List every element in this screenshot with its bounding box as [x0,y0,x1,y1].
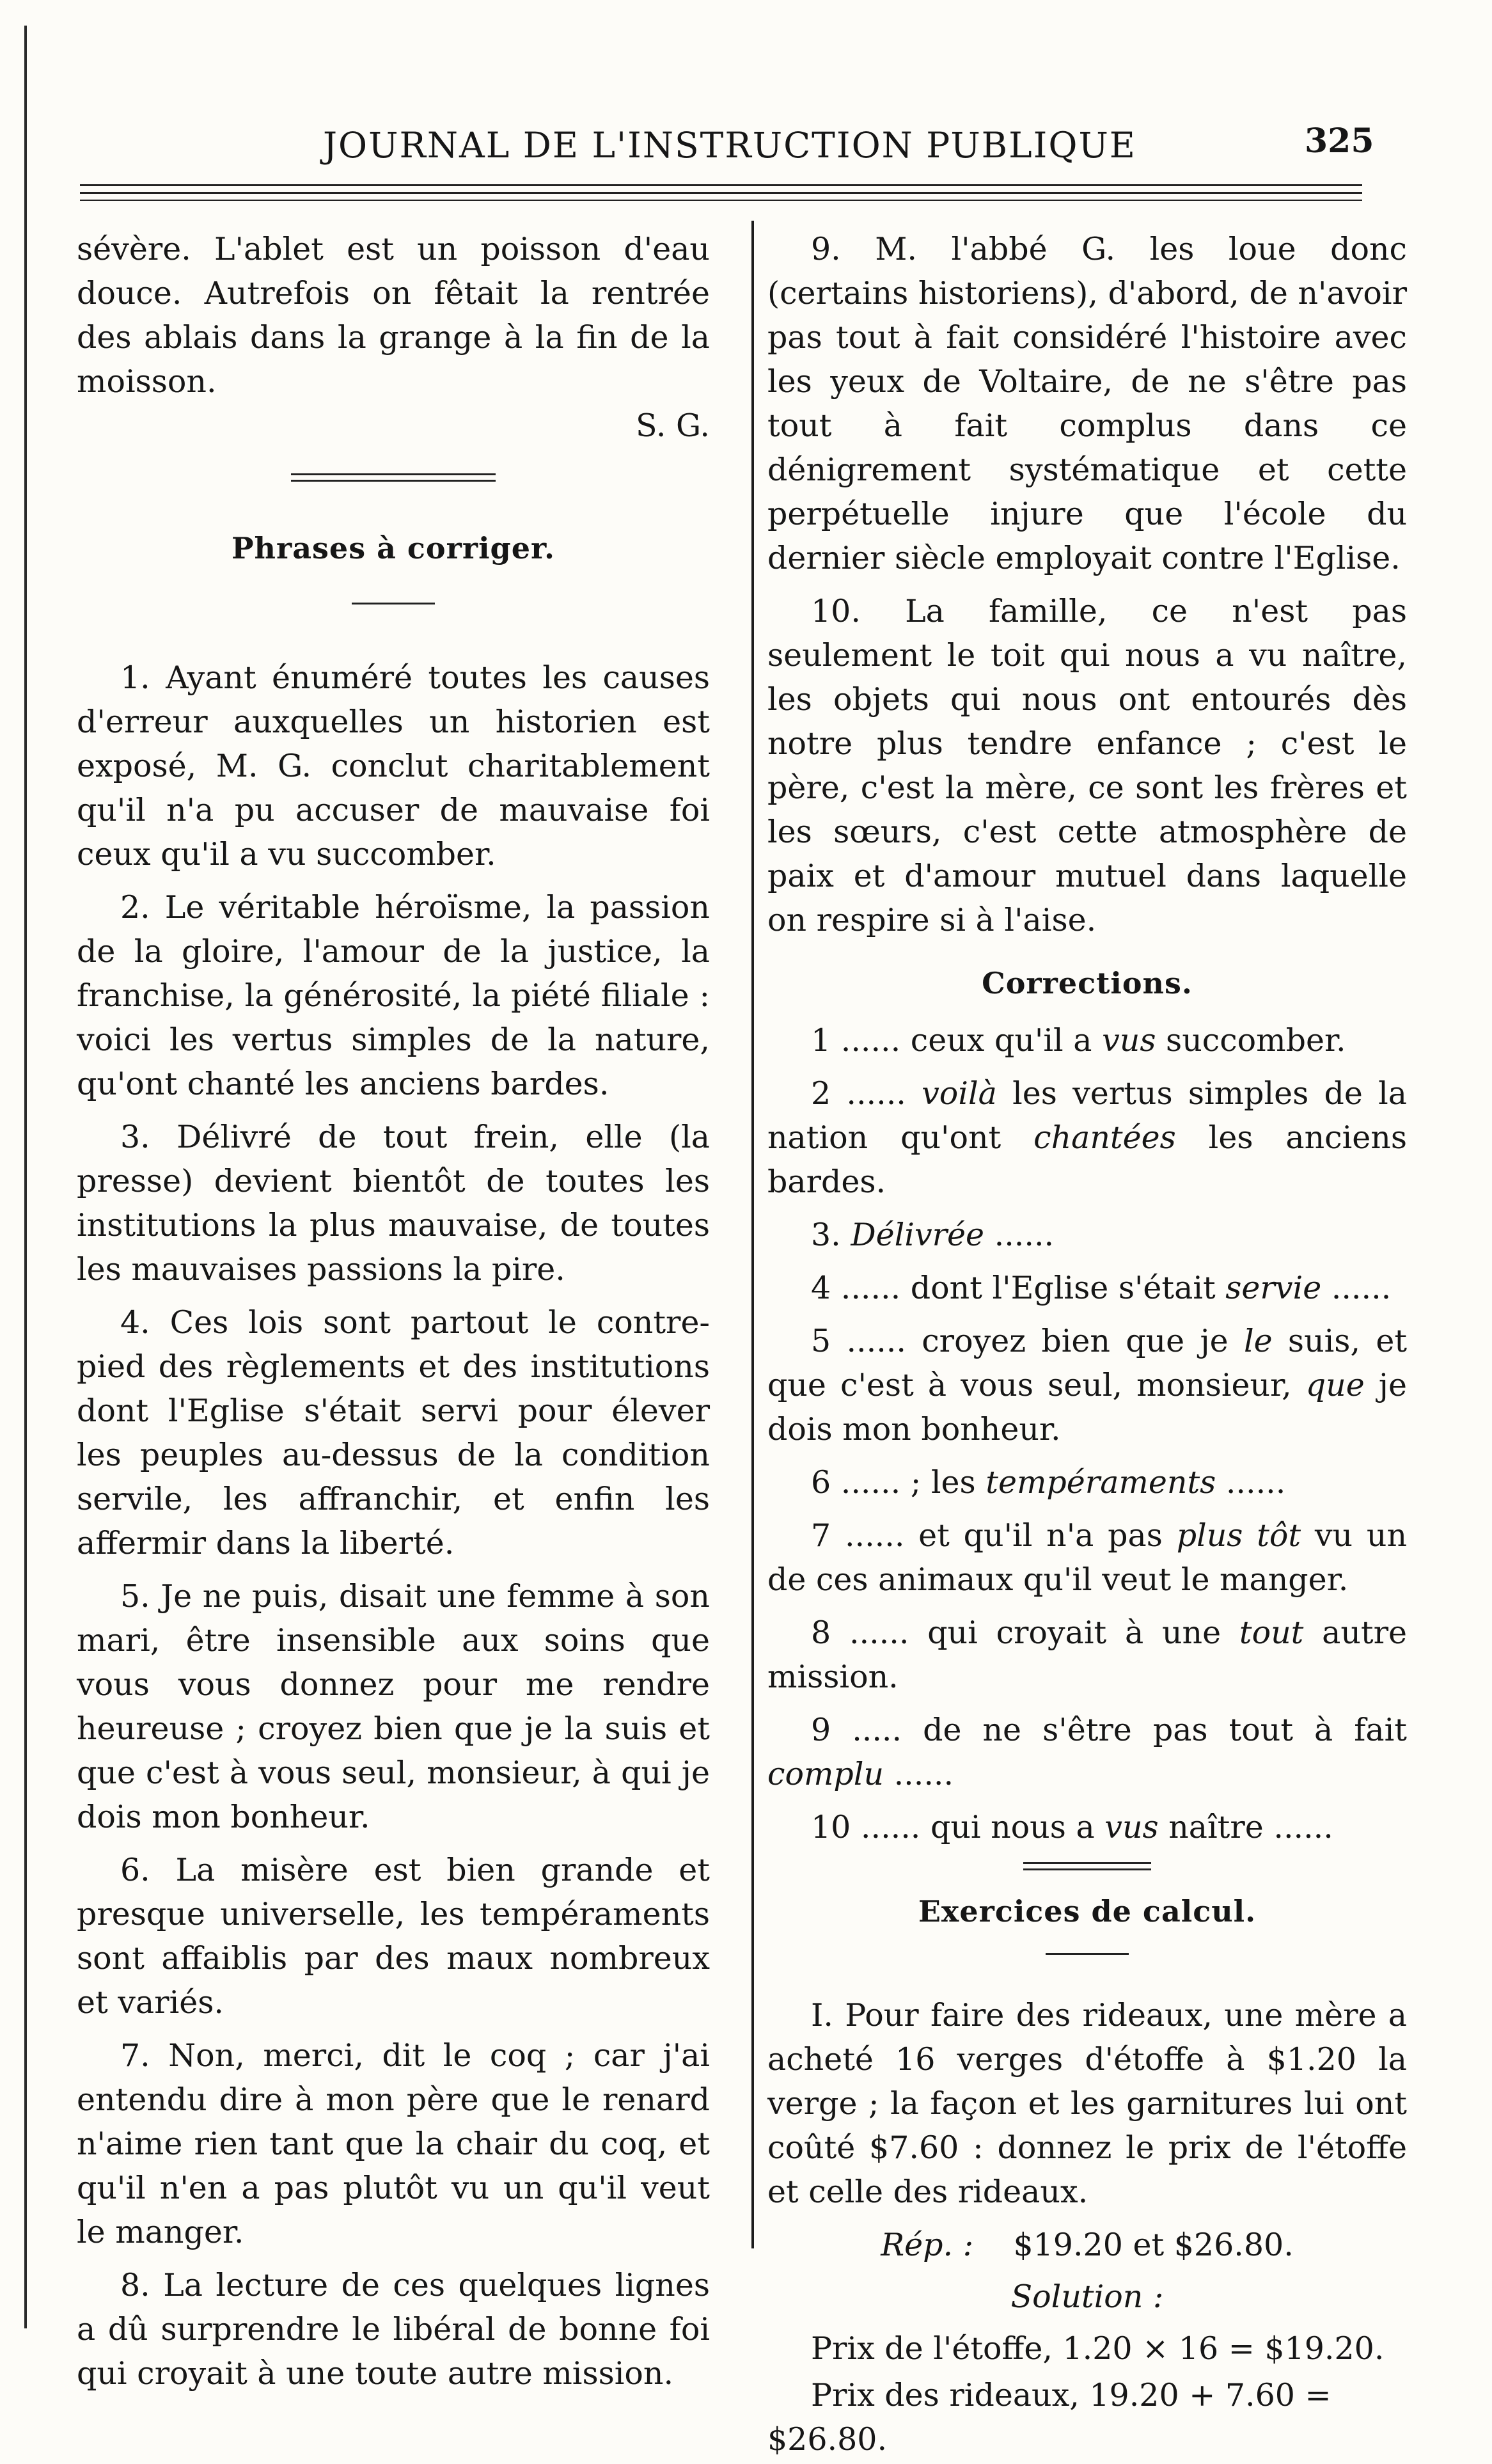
sentence-item: 1. Ayant énuméré toutes les causes d'erreur auxquelles un historien est exposé, M. G. conclut charitablement qu'il n'a pu accuser de mauvaise foi ceux qu'il a vu succomber. [77,659,710,873]
sentence-item: 3. Délivré de tout frein, elle (la presse) devient bientôt de toutes les institutions la plus mauvaise, de toutes les mauvaises passions la pire. [77,1119,710,1288]
problem-statement: I. Pour faire des rideaux, une mère a acheté 16 verges d'étoffe à $1.20 la verge ; la façon et les garnitures lui ont coûté $7.60 : donnez le prix de l'étoffe et celle des rideaux. [767,1997,1407,2210]
correction-item: 4 ...... dont l'Eglise s'était servie ...... [811,1270,1392,1306]
sentence-item: 5. Je ne puis, disait une femme à son mari, être insensible aux soins que vous vous donnez pour me rendre heureuse ; croyez bien que je la suis et que c'est à vous seul, monsieur, à qui je dois mon bonheur. [77,1578,710,1835]
correction-item: 1 ...... ceux qu'il a vus succomber. [811,1022,1346,1059]
running-header-title: JOURNAL DE L'INSTRUCTION PUBLIQUE [323,125,1136,166]
header-rule [80,184,1362,186]
section-separator [291,473,496,482]
answer-line [767,2223,1407,2267]
solution-line: Prix de l'étoffe, 1.20 × 16 = $19.20. [811,2330,1385,2367]
right-column [767,227,1407,2464]
intro-paragraph: sévère. L'ablet est un poisson d'eau douce. Autrefois on fêtait la rentrée des ablais dans la grange à la fin de la moisson. [77,231,710,400]
left-column [77,227,710,2405]
binding-margin-line [24,26,27,2328]
sentence-item: 4. Ces lois sont partout le contre-pied des règlements et des institutions dont l'Eglise s'était servi pour élever les peuples au-dessus de la condition servile, les affranchir, et enfin les affermir dans la liberté. [77,1304,710,1561]
correction-item: 3. Délivrée ...... [811,1217,1055,1253]
column-divider [751,221,754,2248]
sentence-item: 10. La famille, ce n'est pas seulement le toit qui nous a vu naître, les objets qui nous ont entourés dès notre plus tendre enfance ; c'est le père, c'est la mère, ce sont les frères et les sœurs, c'est cette atmosphère de paix et d'amour mutuel dans laquelle on respire si à l'aise. [767,593,1407,938]
corrections-list [767,1018,1407,1849]
sentence-item: 7. Non, merci, dit le coq ; car j'ai entendu dire à mon père que le renard n'aime rien tant que la chair du coq, et qu'il n'en a pas plutôt vu un qu'il veut le manger. [77,2037,710,2250]
correction-item: 9 ..... de ne s'être pas tout à fait complu ...... [767,1712,1407,1792]
header-rule [80,200,1362,201]
correction-item: 5 ...... croyez bien que je le suis, et que c'est à vous seul, monsieur, que je dois mon bonheur. [767,1323,1408,1448]
correction-item: 8 ...... qui croyait à une tout autre mission. [767,1615,1407,1695]
author-signature: S. G. [636,407,710,444]
correction-item: 2 ...... voilà les vertus simples de la nation qu'ont chantées les anciens bardes. [767,1075,1408,1200]
page-number: 325 [1305,122,1374,161]
section-heading-phrases: Phrases à corriger. [231,531,556,565]
answer-label: Rép. : [881,2227,974,2263]
correction-item: 7 ...... et qu'il n'a pas plus tôt vu un de ces animaux qu'il veut le manger. [767,1517,1408,1598]
section-heading-calcul: Exercices de calcul. [918,1894,1257,1929]
sentence-item: 6. La misère est bien grande et presque universelle, les tempéraments sont affaiblis par des maux nombreux et variés. [77,1852,710,2021]
answer-value: $19.20 et $26.80. [1013,2227,1294,2263]
solution-line: Prix des rideaux, 19.20 + 7.60 = $26.80. [767,2377,1331,2458]
heading-rule [1046,1953,1129,1955]
section-separator [1023,1862,1151,1870]
solution-label: Solution : [1010,2278,1164,2315]
correction-item: 10 ...... qui nous a vus naître ...... [811,1809,1333,1845]
sentence-item: 8. La lecture de ces quelques lignes a dû surprendre le libéral de bonne foi qui croyait à une toute autre mission. [77,2267,710,2392]
sentence-item: 2. Le véritable héroïsme, la passion de la gloire, l'amour de la justice, la franchise, la générosité, la piété filiale : voici les vertus simples de la nature, qu'ont chanté les anciens bardes. [77,889,710,1102]
heading-rule [352,603,435,604]
sentence-item: 9. M. l'abbé G. les loue donc (certains historiens), d'abord, de n'avoir pas tout à fait considéré l'histoire avec les yeux de Voltaire, de ne s'être pas tout à fait complus dans ce dénigrement systématique et cette perpétuelle injure que l'école du dernier siècle employait contre l'Eglise. [767,231,1407,576]
correction-item: 6 ...... ; les tempéraments ...... [811,1464,1286,1501]
header-rule [80,192,1362,194]
section-heading-corrections: Corrections. [982,966,1193,1000]
